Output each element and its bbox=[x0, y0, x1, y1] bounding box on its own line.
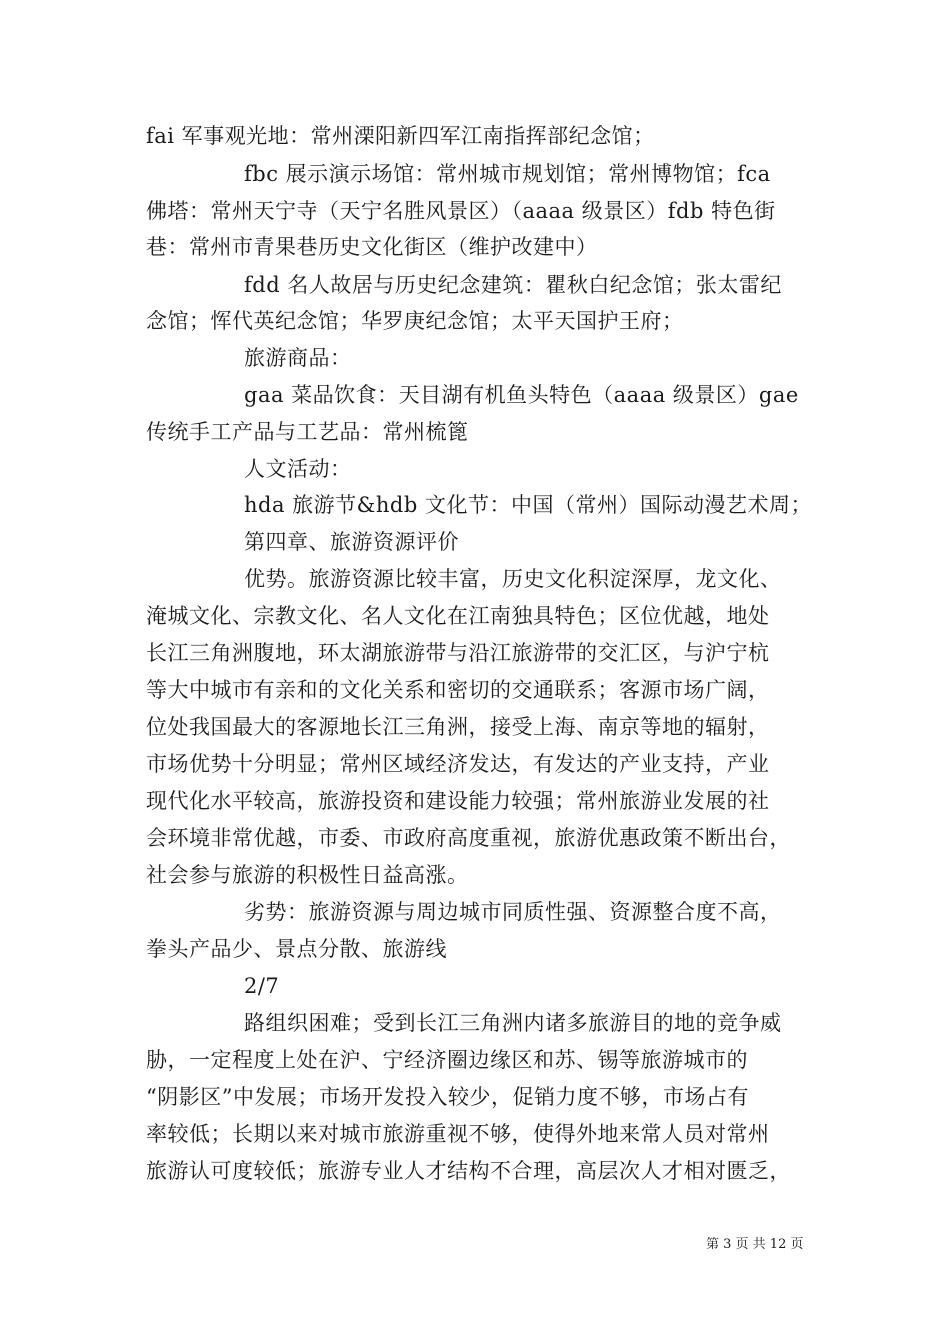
page-footer: 第 3 页 共 12 页 bbox=[706, 1237, 804, 1252]
text-line: 胁，一定程度上处在沪、宁经济圈边缘区和苏、锡等旅游城市的 bbox=[146, 1048, 748, 1072]
text-line: 拳头产品少、景点分散、旅游线 bbox=[146, 937, 447, 961]
text-line: 巷：常州市青果巷历史文化街区（维护改建中） bbox=[146, 235, 598, 259]
text-line: 旅游商品： bbox=[244, 346, 352, 370]
text-line: 佛塔：常州天宁寺（天宁名胜风景区）（aaaa 级景区）fdb 特色街 bbox=[146, 199, 776, 223]
text-line: fai 军事观光地：常州溧阳新四军江南指挥部纪念馆； bbox=[146, 124, 655, 148]
text-line: 会环境非常优越，市委、市政府高度重视，旅游优惠政策不断出台， bbox=[146, 826, 791, 850]
text-line: 旅游认可度较低；旅游专业人才结构不合理，高层次人才相对匮乏， bbox=[146, 1159, 791, 1183]
text-line: gaa 菜品饮食：天目湖有机鱼头特色（aaaa 级景区）gae bbox=[244, 383, 799, 407]
page-fraction: 2/7 bbox=[244, 974, 280, 998]
text-line: 人文活动： bbox=[244, 457, 352, 481]
text-line: “阴影区”中发展；市场开发投入较少，促销力度不够，市场占有 bbox=[146, 1085, 749, 1109]
text-line: 现代化水平较高，旅游投资和建设能力较强；常州旅游业发展的社 bbox=[146, 789, 770, 813]
text-line: 率较低；长期以来对城市旅游重视不够，使得外地来常人员对常州 bbox=[146, 1122, 770, 1146]
section-heading: 第四章、旅游资源评价 bbox=[244, 530, 459, 554]
text-line: 位处我国最大的客源地长江三角洲，接受上海、南京等地的辐射， bbox=[146, 715, 770, 739]
text-line: hda 旅游节&hdb 文化节：中国（常州）国际动漫艺术周； bbox=[244, 493, 812, 517]
text-line: 路组织困难；受到长江三角洲内诸多旅游目的地的竞争威 bbox=[244, 1011, 782, 1035]
text-line: 优势。旅游资源比较丰富，历史文化积淀深厚，龙文化、 bbox=[244, 567, 782, 591]
text-line: 等大中城市有亲和的文化关系和密切的交通联系；客源市场广阔， bbox=[146, 678, 770, 702]
text-line: 社会参与旅游的积极性日益高涨。 bbox=[146, 863, 469, 887]
text-line: 传统手工产品与工艺品：常州梳篦 bbox=[146, 420, 469, 444]
text-line: 淹城文化、宗教文化、名人文化在江南独具特色；区位优越，地处 bbox=[146, 604, 770, 628]
text-line: 念馆；恽代英纪念馆；华罗庚纪念馆；太平天国护王府； bbox=[146, 309, 684, 333]
text-line: fbc 展示演示场馆：常州城市规划馆；常州博物馆；fca bbox=[244, 162, 771, 186]
text-line: 长江三角洲腹地，环太湖旅游带与沿江旅游带的交汇区，与沪宁杭 bbox=[146, 641, 770, 665]
text-line: fdd 名人故居与历史纪念建筑：瞿秋白纪念馆；张太雷纪 bbox=[244, 273, 782, 297]
text-line: 市场优势十分明显；常州区域经济发达，有发达的产业支持，产业 bbox=[146, 752, 770, 776]
text-line: 劣势：旅游资源与周边城市同质性强、资源整合度不高， bbox=[244, 900, 782, 924]
